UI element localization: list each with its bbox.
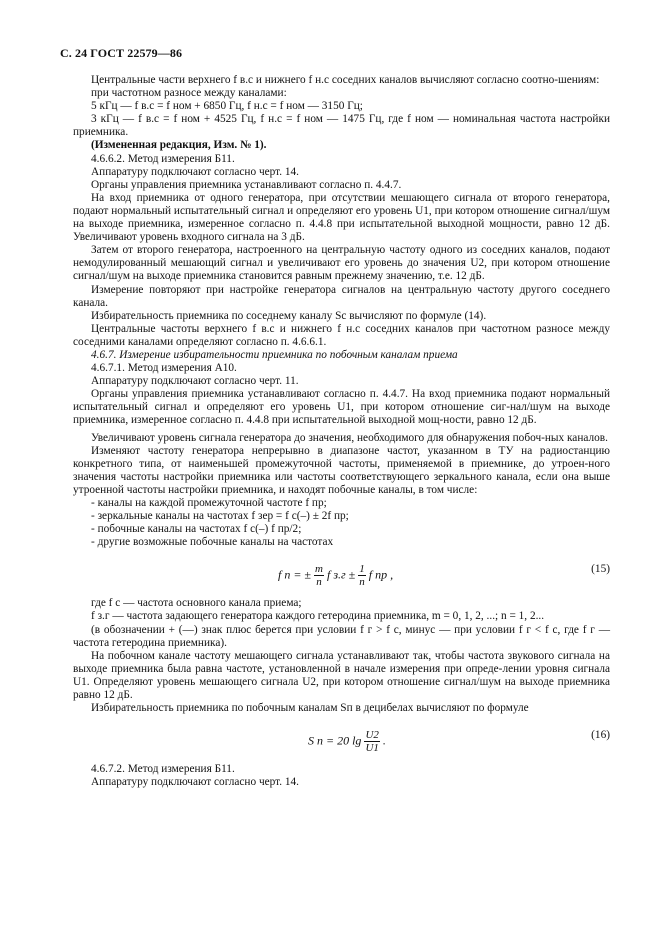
section-heading: 4.6.7.2. Метод измерения Б11. <box>91 763 235 776</box>
paragraph: f з.г — частота задающего генератора каждого гетеродина приемника, m = 0, 1, 2, ...; n = 1, 2... <box>91 610 545 623</box>
document-body <box>73 74 610 789</box>
formula-expression: f п = ± $\frac{m}{n}$ f з.г ± $\frac{1}{n}$ f пр , <box>278 563 394 589</box>
paragraph: Затем от второго генератора, настроенного на центральную частоту одного из соседних каналов, подают немодулированный мешающий сигнал и увеличивают его уровень до значения U2, при котором отношение сигнал/шум на выходе приемника становится равным прежнему значению, т.е. 12 дБ. <box>73 244 610 283</box>
formula-number: (16) <box>591 729 610 742</box>
paragraph: Центральные частоты верхнего f в.с и нижнего f н.с соседних каналов при частотном разносе между соседними каналами определяют согласно п. 4.6.6.1. <box>73 322 610 348</box>
formula-16 <box>73 723 610 757</box>
page-header: С. 24 ГОСТ 22579—86 <box>60 46 183 60</box>
paragraph: На побочном канале частоту мешающего сигнала устанавливают так, чтобы частота звукового сигнала на выходе приемника была равна частоте, установленной в начале измерения при опреде-лении уровня сигнала U1. Определяют уровень мешающего сигнала U2, при котором отношение сигнал/шум на выходе приемника равно 12 дБ. <box>73 649 610 702</box>
paragraph: 3 кГц — f в.с = f ном + 4525 Гц, f н.с = f ном — 1475 Гц, где f ном — номинальная частота настройки приемника. <box>73 113 610 139</box>
paragraph: Аппаратуру подключают согласно черт. 14. <box>91 165 299 178</box>
fraction: $\frac{1}{n}$ <box>359 563 365 589</box>
fraction: $\frac{U2}{U1}$ <box>365 729 379 755</box>
list-item: - каналы на каждой промежуточной частоте f пр; <box>91 497 327 509</box>
amendment-note: (Измененная редакция, Изм. № 1). <box>91 139 267 152</box>
paragraph: Изменяют частоту генератора непрерывно в диапазоне частот, указанном в ТУ на радиостанцию конкретного типа, от наименьшей промежуточной частоты, применяемой в приемнике, до утроен-ного значения частоты настройки приемника или частоты соответствующего зеркального канала, если она выше утроенной частоты настройки приемника, и находят побочные каналы, в том числе: <box>73 444 610 496</box>
section-heading: 4.6.7.1. Метод измерения А10. <box>91 362 237 375</box>
formula-expression: S п = 20 lg $\frac{U2}{U1}$ . <box>308 729 386 755</box>
paragraph: Центральные части верхнего f в.с и нижнего f н.с соседних каналов вычисляют согласно соотно-шениям: <box>91 74 600 86</box>
paragraph: Избирательность приемника по соседнему каналу Sс вычисляют по формуле (14). <box>91 309 487 322</box>
formula-15 <box>73 557 610 591</box>
list-item: - другие возможные побочные каналы на частотах <box>91 536 334 549</box>
section-heading: 4.6.6.2. Метод измерения Б11. <box>91 152 235 165</box>
fraction: $\frac{m}{n}$ <box>315 563 323 589</box>
list-item: - зеркальные каналы на частотах f зер = f с(–) ± 2f пр; <box>91 510 349 523</box>
paragraph: Измерение повторяют при настройке генератора сигналов на центральную частоту другого соседнего канала. <box>73 283 610 309</box>
list-item: - побочные каналы на частотах f с(–) f пр/2; <box>91 523 302 536</box>
paragraph: Органы управления приемника устанавливают согласно п. 4.4.7. <box>91 178 402 191</box>
paragraph: На вход приемника от одного генератора, при отсутствии мешающего сигнала от второго генератора, подают нормальный испытательный сигнал и определяют его уровень U1, при котором отношение сигнал/шум на выходе приемника, измеренное согласно п. 4.4.8 при испытательной выходной мощности, равно 12 дБ. Увеличивают уровень входного сигнала на 3 дБ. <box>73 191 610 244</box>
paragraph: Органы управления приемника устанавливают согласно п. 4.4.7. На вход приемника подают нормальный испытательный сигнал и определяют его уровень U1, при котором отношение сиг-нал/шум на выходе приемника, измеренное согласно п. 4.4.8 при испытательной выходной мощ-ности, равно 12 дБ. <box>73 388 610 427</box>
paragraph: (в обозначении + (—) знак плюс берется при условии f г > f с, минус — при условии f г < f с, где f г — частота гетеродина приемника). <box>73 623 610 649</box>
formula-number: (15) <box>591 563 610 576</box>
paragraph: Аппаратуру подключают согласно черт. 11. <box>91 375 299 388</box>
section-heading: 4.6.7. Измерение избирательности приемника по побочным каналам приема <box>91 348 458 361</box>
paragraph: где f с — частота основного канала приема; <box>91 597 302 610</box>
paragraph: при частотном разносе между каналами: <box>91 87 287 100</box>
paragraph: Увеличивают уровень сигнала генератора до значения, необходимого для обнаружения побоч-ных каналов. <box>91 431 608 444</box>
paragraph: Аппаратуру подключают согласно черт. 14. <box>91 776 299 789</box>
paragraph: 5 кГц — f в.с = f ном + 6850 Гц, f н.с = f ном — 3150 Гц; <box>91 100 363 113</box>
paragraph: Избирательность приемника по побочным каналам Sп в децибелах вычисляют по формуле <box>91 702 529 715</box>
